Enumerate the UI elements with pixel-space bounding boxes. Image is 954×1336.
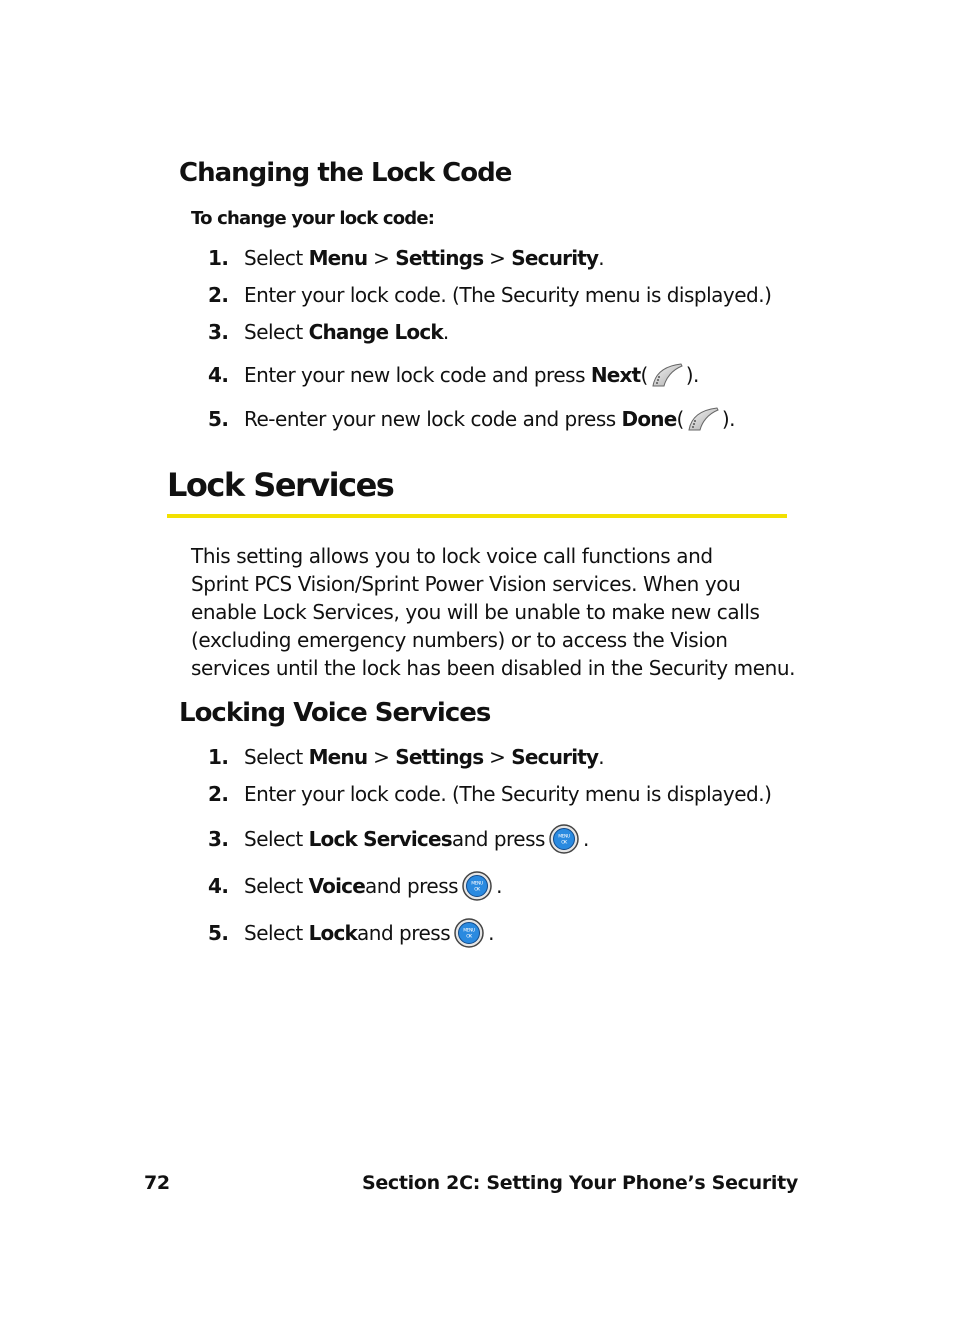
paragraph-line: enable Lock Services, you will be unable to make new calls [191,600,760,624]
menu-ok-key-icon [462,871,492,901]
done-label: Done [621,407,677,431]
intro-change-lock-code: To change your lock code: [191,208,435,229]
menu-key-label: MENU [463,928,475,934]
settings-label: Settings [395,246,484,270]
text: and press [357,921,451,945]
separator: > [489,745,506,769]
change-lock-label: Change Lock [308,320,443,344]
step-number: 2. [208,782,229,806]
step-text [244,246,604,270]
right-softkey-icon [650,362,684,388]
step-text [244,362,699,388]
list-item [208,318,808,346]
text: ). [721,407,735,431]
text: ). [685,363,699,387]
step-text: Enter your lock code. (The Security menu is displayed.) [244,782,772,806]
paragraph-line: (excluding emergency numbers) or to access the Vision [191,628,728,652]
text: Select [244,874,303,898]
step-number: 1. [208,745,229,769]
text: . [598,246,605,270]
text: . [488,921,494,945]
heading-lock-services: Lock Services [167,466,394,504]
step-text [244,745,604,769]
step-text [244,406,735,432]
text: ( [676,407,684,431]
text: and press [364,874,459,898]
list-item [208,358,808,392]
text: Select [244,827,303,851]
text: ( [640,363,648,387]
separator: > [489,246,506,270]
menu-key-label: MENU [558,834,570,840]
step-number: 4. [208,874,229,898]
list-item [208,780,808,808]
text: Select [244,320,303,344]
list-item [208,916,808,950]
step-text [244,918,494,948]
separator: > [373,745,390,769]
list-item [208,743,808,771]
ok-key-label: OK [474,887,480,893]
step-number: 4. [208,363,229,387]
text: . [442,320,449,344]
text: Select [244,745,303,769]
steps-change-lock-code [208,244,808,444]
step-text [244,824,589,854]
step-text: Enter your lock code. (The Security menu is displayed.) [244,283,772,307]
text: and press [451,827,545,851]
step-number: 5. [208,921,229,945]
menu-label: Menu [308,745,368,769]
list-item [208,402,808,436]
step-number: 5. [208,407,229,431]
security-label: Security [511,745,599,769]
text: . [582,827,589,851]
list-item [208,244,808,272]
footer-section-title: Section 2C: Setting Your Phone’s Security [361,1172,798,1194]
step-text [244,871,502,901]
lock-services-label: Lock Services [308,827,452,851]
paragraph-line: Sprint PCS Vision/Sprint Power Vision services. When you [191,572,741,596]
heading-rule [167,514,787,518]
step-number: 1. [208,246,229,270]
text: Select [244,921,303,945]
paragraph-line: services until the lock has been disabled in the Security menu. [191,656,796,680]
page-number: 72 [144,1172,170,1194]
lock-label: Lock [308,921,358,945]
list-item [208,281,808,309]
text: Re-enter your new lock code and press [244,407,616,431]
text: Enter your new lock code and press [244,363,585,387]
text: . [496,874,502,898]
list-item [208,869,808,903]
security-label: Security [511,246,599,270]
paragraph-line: This setting allows you to lock voice call functions and [191,544,713,568]
ok-key-label: OK [561,840,567,846]
step-number: 2. [208,283,229,307]
voice-label: Voice [308,874,365,898]
step-number: 3. [208,827,229,851]
right-softkey-icon [686,406,720,432]
step-text [244,320,449,344]
text: Select [244,246,303,270]
step-number: 3. [208,320,229,344]
paragraph-lock-services [191,542,796,682]
menu-key-label: MENU [471,881,483,887]
menu-ok-key-icon [549,824,579,854]
list-item [208,822,808,856]
menu-ok-key-icon [454,918,484,948]
settings-label: Settings [395,745,484,769]
text: . [598,745,605,769]
steps-locking-voice [208,743,808,963]
heading-changing-lock-code: Changing the Lock Code [179,158,512,188]
next-label: Next [590,363,641,387]
heading-locking-voice-services: Locking Voice Services [179,698,491,728]
menu-label: Menu [308,246,368,270]
separator: > [373,246,390,270]
ok-key-label: OK [466,934,472,940]
